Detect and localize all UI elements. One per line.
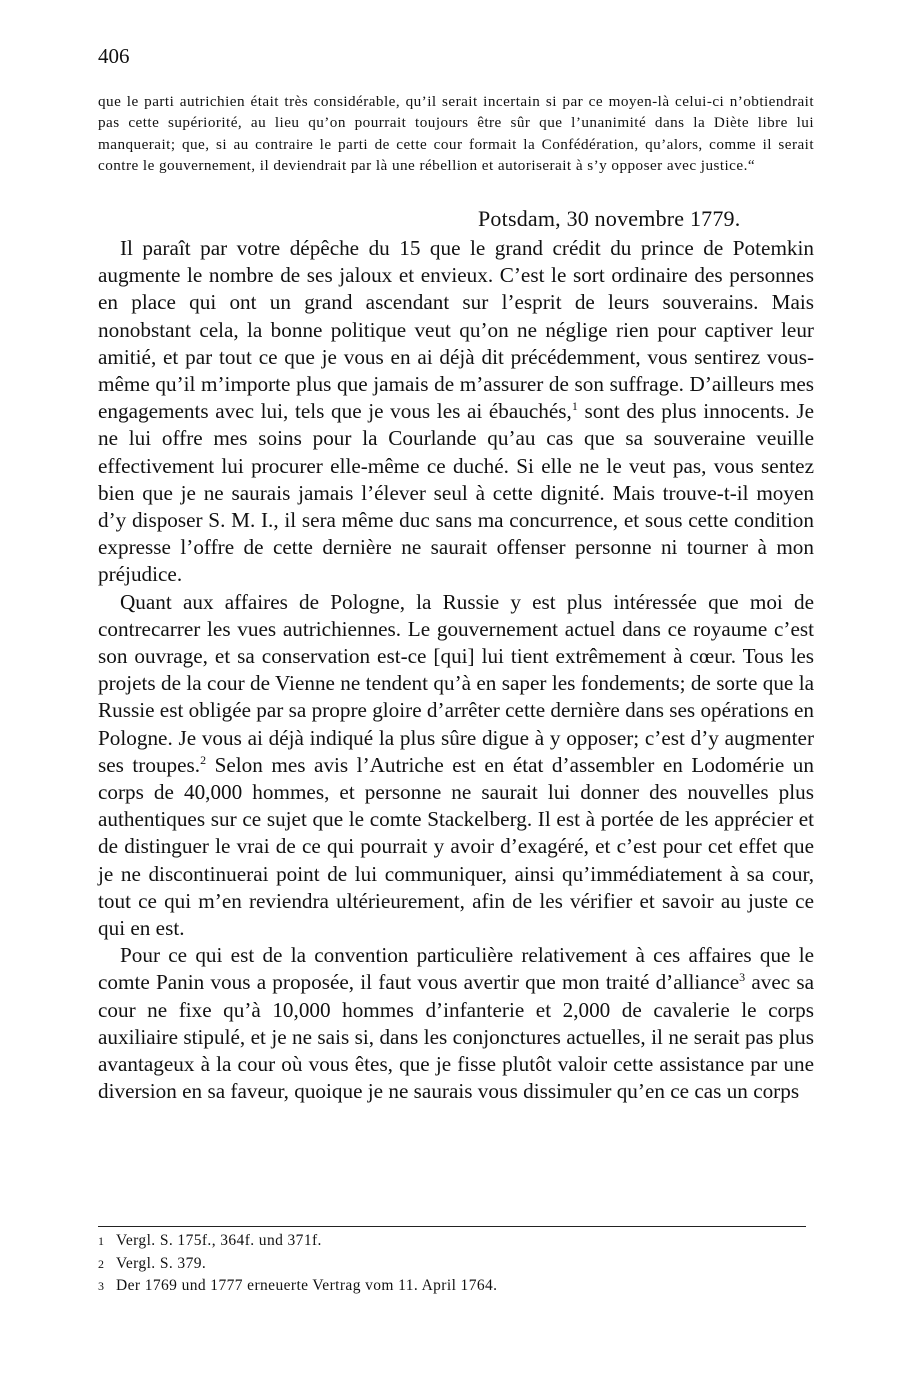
footnote-mark: 1 xyxy=(98,1234,105,1248)
footnote-text: Vergl. S. 379. xyxy=(116,1254,207,1272)
footnote xyxy=(98,1230,814,1253)
paragraph-1 xyxy=(98,235,814,589)
letter-body xyxy=(98,235,814,1106)
paragraph-3 xyxy=(98,942,814,1105)
footnote-ref-3: 3 xyxy=(739,970,746,985)
footnote-mark: 2 xyxy=(98,1256,105,1271)
paragraph-2-part-a: Quant aux affaires de Pologne, la Russie y est plus intéressée que moi de contrecarrer les vues autrichiennes. Le gouvernement actuel dans ce royaume c’est son ouvrage, et sa conservation est-ce [qui] lui tient extrêmement à cœur. Tous les projets de la cour de Vienne ne tendent qu’à en saper les fondements; de sorte que la Russie est obligée par sa propre gloire d’arrêter cette dernière dans ses opérations en Pologne. Je vous ai déjà indiqué la plus sûre digue à y opposer; c’est d’y augmenter ses troupes. xyxy=(98,589,814,777)
footnote-divider xyxy=(98,1226,806,1227)
paragraph-2 xyxy=(98,589,814,943)
quoted-passage: que le parti autrichien était très considérable, qu’il serait incertain si par ce moyen-là celui-ci n’obtiendrait pas cette supériorité, au lieu qu’on pourrait toujours être sûr que l’unanimité dans la Diète libre lui manquerait; que, si au contraire le parti de cette cour formait la Confédération, qu’alors, comme il serait contre le gouvernement, il deviendrait par là une rébellion et autoriserait à s’y opposer avec justice.“ xyxy=(98,93,814,175)
paragraph-1-part-a: Il paraît par votre dépêche du 15 que le grand crédit du prince de Potemkin augmente le nombre de ses jaloux et envieux. C’est le sort ordinaire des personnes en place qui ont un grand ascendant sur l’esprit de leurs souverains. Mais nonobstant cela, la bonne politique veut qu’on ne néglige rien pour captiver leur amitié, et par tout ce que je vous en ai déjà dit précédemment, vous sentirez vous-même qu’il m’importe plus que jamais de m’assurer de son suffrage. D’ailleurs mes engagements avec lui, tels que je vous les ai ébauchés, xyxy=(98,236,814,424)
footnote xyxy=(98,1275,814,1298)
paragraph-3-part-a: Pour ce qui est de la convention particulière relativement à ces affaires que le comte Panin vous a proposée, il faut vous avertir que mon traité d’alliance xyxy=(98,943,814,995)
footnote-text: Vergl. S. 175f., 364f. und 371f. xyxy=(116,1232,322,1249)
footnote-ref-1: 1 xyxy=(571,399,578,414)
page-number: 406 xyxy=(98,44,130,68)
footnote-text: Der 1769 und 1777 erneuerte Vertrag vom 11. April 1764. xyxy=(116,1277,498,1294)
paragraph-3-part-b: avec sa cour ne fixe qu’à 10,000 hommes d’infanterie et 2,000 de cavalerie le corps auxiliaire stipulé, et je ne sais si, dans les conjonctures actuelles, il ne serait pas plus avantageux à la cour où vous êtes, que je fisse plutôt valoir cette assistance par une diversion en sa faveur, quoique je ne saurais vous dissimuler qu’en ce cas un corps xyxy=(98,970,814,1104)
footnotes xyxy=(98,1230,814,1298)
footnote-mark: 3 xyxy=(98,1279,105,1293)
paragraph-1-part-b: sont des plus innocents. Je ne lui offre mes soins pour la Courlande qu’au cas que sa souveraine veuille effectivement lui procurer elle-même ce duché. Si elle ne le veut pas, vous sentez bien que je ne saurais jamais l’élever seul à cette dignité. Mais trouve-t-il moyen d’y disposer S. M. I., il sera même duc sans ma concurrence, et sous cette condition expresse l’offre de cette dernière ne saurait offenser personne ni tourner à mon préjudice. xyxy=(98,399,814,587)
footnote xyxy=(98,1253,814,1276)
footnote-ref-2: 2 xyxy=(200,752,207,767)
paragraph-2-part-b: Selon mes avis l’Autriche est en état d’assembler en Lodomérie un corps de 40,000 hommes, et personne ne saurait lui donner des nouvelles plus authentiques sur ce sujet que le comte Stackelberg. Il est à portée de les apprécier et de distinguer le vrai de ce qui pourrait y avoir d’exagéré, et c’est pour cet effet que je ne discontinuerai point de lui communiquer, ainsi qu’immédiatement à sa cour, tout ce qui m’en reviendra ultérieurement, afin de les vérifier et savoir au juste ce qui en est. xyxy=(98,752,814,941)
letter-dateline: Potsdam, 30 novembre 1779. xyxy=(478,206,741,231)
